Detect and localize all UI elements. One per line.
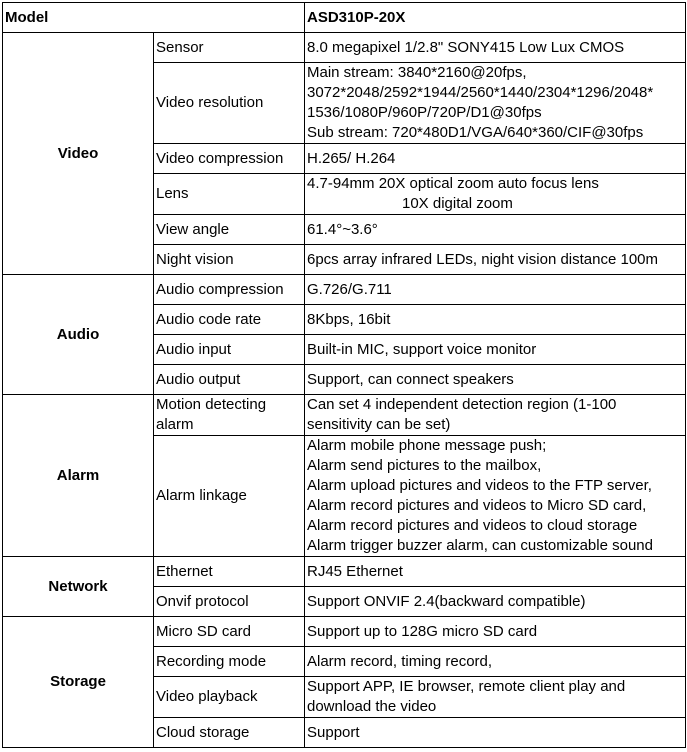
parameter-name: Micro SD card xyxy=(154,617,305,647)
parameter-value xyxy=(305,557,686,587)
parameter-value xyxy=(305,617,686,647)
value-line: Support APP, IE browser, remote client play and xyxy=(307,678,626,695)
value-line: Alarm trigger buzzer alarm, can customizable sound xyxy=(307,537,653,554)
parameter-name: Lens xyxy=(154,174,305,215)
parameter-name: Video compression xyxy=(154,144,305,174)
value-line: 6pcs array infrared LEDs, night vision distance 100m xyxy=(307,250,659,268)
parameter-value xyxy=(305,677,686,718)
parameter-value xyxy=(305,718,686,748)
value-line: Alarm upload pictures and videos to the FTP server, xyxy=(307,477,652,494)
value-line: 4.7-94mm 20X optical zoom auto focus lens xyxy=(307,175,599,192)
parameter-value xyxy=(305,33,686,63)
category-cell: Audio xyxy=(3,275,154,395)
category-cell: Alarm xyxy=(3,395,154,557)
parameter-value xyxy=(305,63,686,144)
category-cell: Storage xyxy=(3,617,154,748)
value-line: Alarm record, timing record, xyxy=(307,652,493,670)
parameter-value xyxy=(305,587,686,617)
value-line: 1536/1080P/960P/720P/D1@30fps xyxy=(307,104,542,121)
parameter-name: Video resolution xyxy=(154,63,305,144)
value-line: Support xyxy=(307,723,360,741)
spec-row xyxy=(3,33,686,63)
parameter-name: Audio input xyxy=(154,335,305,365)
parameter-value xyxy=(305,215,686,245)
value-line: 3072*2048/2592*1944/2560*1440/2304*1296/2048* xyxy=(307,84,654,101)
value-line: sensitivity can be set) xyxy=(307,416,451,433)
category-cell: Video xyxy=(3,33,154,275)
parameter-name: Video playback xyxy=(154,677,305,718)
category-cell: Network xyxy=(3,557,154,617)
value-line: Alarm send pictures to the mailbox, xyxy=(307,457,542,474)
value-line: Alarm mobile phone message push; xyxy=(307,437,547,454)
spec-table xyxy=(2,2,686,748)
value-line: H.265/ H.264 xyxy=(307,149,396,167)
spec-row xyxy=(3,275,686,305)
parameter-name: Recording mode xyxy=(154,647,305,677)
parameter-name: Onvif protocol xyxy=(154,587,305,617)
parameter-value xyxy=(305,335,686,365)
value-line: 10X digital zoom xyxy=(402,195,513,212)
value-line: Alarm record pictures and videos to Micro SD card, xyxy=(307,497,647,514)
value-line: Built-in MIC, support voice monitor xyxy=(307,340,537,358)
value-line: download the video xyxy=(307,698,437,715)
parameter-name: Ethernet xyxy=(154,557,305,587)
value-line: Alarm record pictures and videos to cloud storage xyxy=(307,517,638,534)
value-line: 8Kbps, 16bit xyxy=(307,310,391,328)
parameter-name: Motion detecting alarm xyxy=(154,395,305,436)
value-line: Support, can connect speakers xyxy=(307,370,514,388)
parameter-name: Cloud storage xyxy=(154,718,305,748)
value-line: Support ONVIF 2.4(backward compatible) xyxy=(307,592,586,610)
value-line: Can set 4 independent detection region (1-100 xyxy=(307,396,617,413)
spec-row xyxy=(3,617,686,647)
parameter-value xyxy=(305,305,686,335)
parameter-value xyxy=(305,365,686,395)
parameter-value xyxy=(305,245,686,275)
parameter-name: Sensor xyxy=(154,33,305,63)
parameter-value xyxy=(305,275,686,305)
value-line: Sub stream: 720*480D1/VGA/640*360/CIF@30fps xyxy=(307,124,644,141)
parameter-name: View angle xyxy=(154,215,305,245)
header-model-label: Model xyxy=(3,3,305,33)
value-line: Main stream: 3840*2160@20fps, xyxy=(307,64,527,81)
value-line: Support up to 128G micro SD card xyxy=(307,622,538,640)
value-line: 61.4°~3.6° xyxy=(307,220,378,238)
parameter-name: Alarm linkage xyxy=(154,436,305,557)
value-line: G.726/G.711 xyxy=(307,280,392,298)
header-row xyxy=(3,3,686,33)
value-line: 8.0 megapixel 1/2.8" SONY415 Low Lux CMOS xyxy=(307,38,625,56)
parameter-value xyxy=(305,395,686,436)
parameter-value xyxy=(305,436,686,557)
header-model-value: ASD310P-20X xyxy=(305,3,686,33)
parameter-name: Audio output xyxy=(154,365,305,395)
spec-row xyxy=(3,395,686,436)
spec-row xyxy=(3,557,686,587)
spec-body xyxy=(3,33,686,748)
parameter-value xyxy=(305,174,686,215)
parameter-value xyxy=(305,647,686,677)
parameter-name: Night vision xyxy=(154,245,305,275)
parameter-name: Audio compression xyxy=(154,275,305,305)
parameter-value xyxy=(305,144,686,174)
value-line: RJ45 Ethernet xyxy=(307,562,403,580)
parameter-name: Audio code rate xyxy=(154,305,305,335)
